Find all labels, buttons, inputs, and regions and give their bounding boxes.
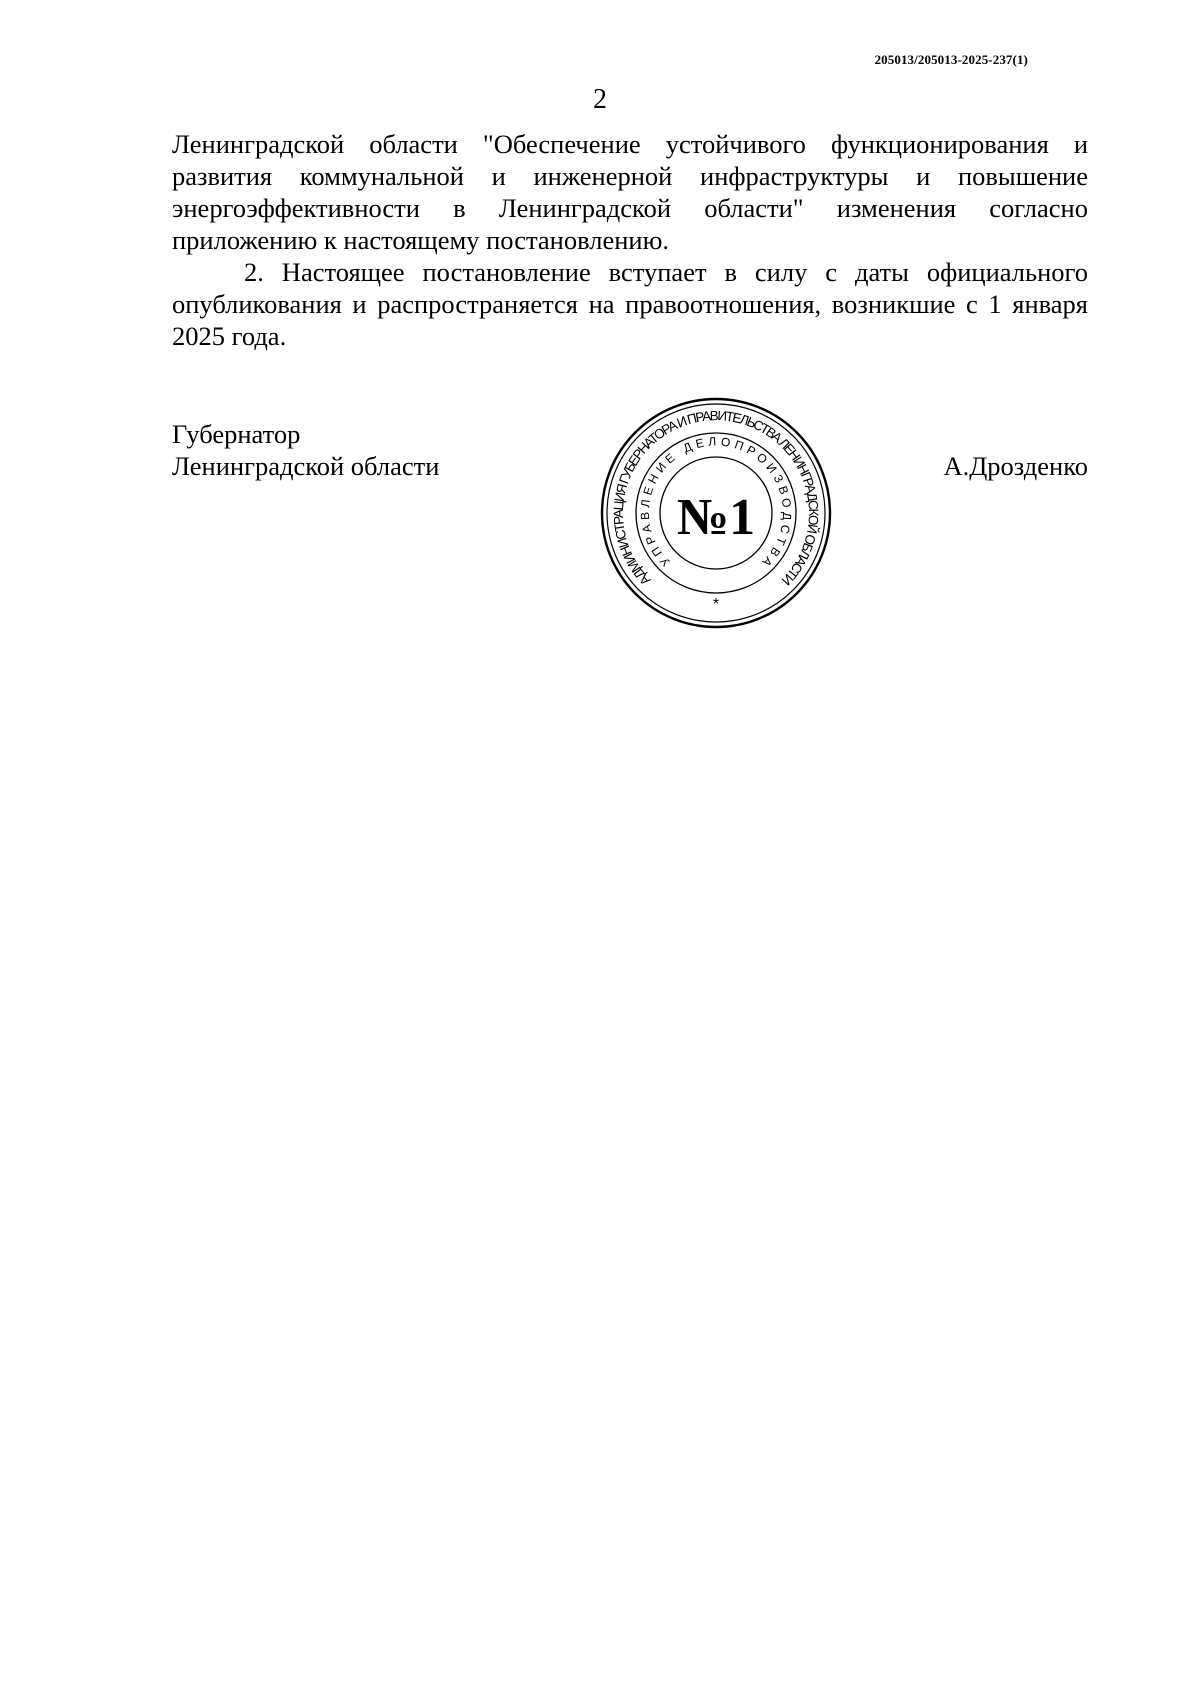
seal-outer-text: АДМИНИСТРАЦИЯ ГУБЕРНАТОРА И ПРАВИТЕЛЬСТВА ЛЕНИНГРАДСКОЙ ОБЛАСТИ bbox=[610, 408, 822, 589]
signer-name: А.Дрозденко bbox=[943, 451, 1088, 481]
page-number: 2 bbox=[593, 84, 607, 115]
seal-inner-text: УПРАВЛЕНИЕ ДЕЛОПРОИЗВОДСТВА bbox=[637, 434, 795, 570]
document-body bbox=[172, 128, 1088, 352]
official-seal bbox=[599, 396, 833, 630]
document-code: 205013/205013-2025-237(1) bbox=[874, 52, 1028, 67]
signatory-title-line-1: Губернатор bbox=[172, 419, 301, 449]
seal-center-number: №1 bbox=[676, 489, 756, 546]
signatory-title-line-2: Ленинградской области bbox=[172, 451, 440, 481]
paragraph-1: Ленинградской области "Обеспечение устойчивого функционирования и развития коммунальной и инженерной инфраструктуры и повышение энергоэффективности в Ленинградской области" изменения согласно приложению к настоящему постановлению. bbox=[172, 129, 1088, 255]
paragraph-2: 2. Настоящее постановление вступает в силу с даты официального опубликования и распространяется на правоотношения, возникшие с 1 января 2025 года. bbox=[172, 257, 1088, 351]
signatory-title bbox=[172, 418, 439, 482]
seal-star: * bbox=[712, 596, 720, 613]
seal-graphic bbox=[599, 396, 833, 630]
